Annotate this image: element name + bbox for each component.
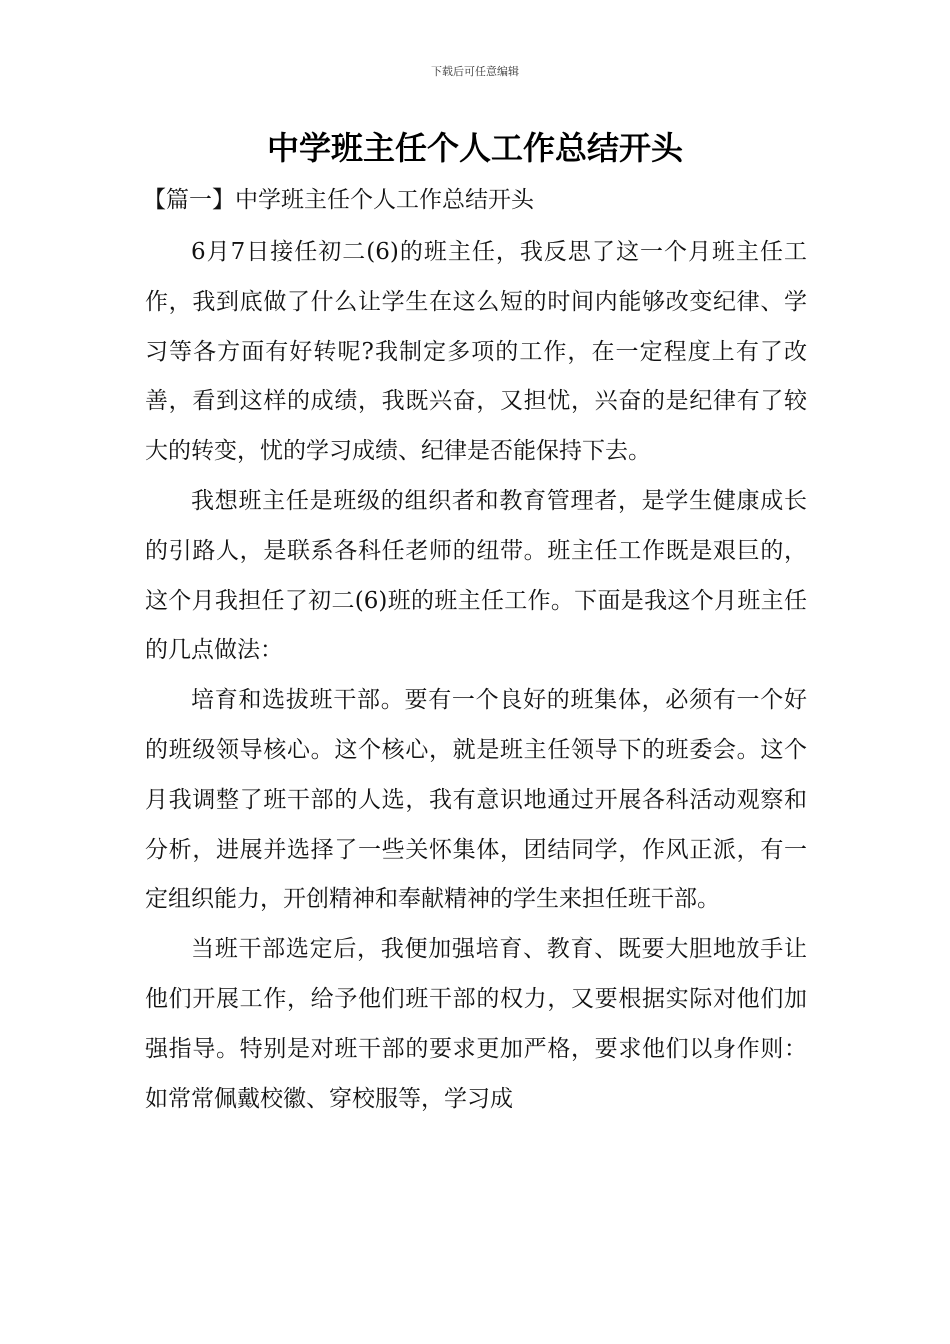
document-title: 中学班主任个人工作总结开头: [266, 129, 683, 167]
section-heading: 【篇一】中学班主任个人工作总结开头: [143, 187, 534, 213]
paragraph-2: 我想班主任是班级的组织者和教育管理者，是学生健康成长的引路人，是联系各科任老师的纽带。班主任工作既是艰巨的，这个月我担任了初二(6)班的班主任工作。下面是我这个月班主任的几点做法：: [145, 487, 807, 664]
body-text: [145, 228, 807, 1124]
paragraph-1: 6月7日接任初二(6)的班主任，我反思了这一个月班主任工作，我到底做了什么让学生在这么短的时间内能够改变纪律、学习等各方面有好转呢?我制定多项的工作，在一定程度上有了改善，看到这样的成绩，我既兴奋，又担忧，兴奋的是纪律有了较大的转变，忧的学习成绩、纪律是否能保持下去。: [145, 239, 807, 465]
header-note: 下载后可任意编辑: [431, 65, 519, 78]
paragraph-4: 当班干部选定后，我便加强培育、教育、既要大胆地放手让他们开展工作，给予他们班干部的权力，又要根据实际对他们加强指导。特别是对班干部的要求更加严格，要求他们以身作则：如常常佩戴校徽、穿校服等，学习成: [145, 936, 807, 1112]
paragraph-3: 培育和选拔班干部。要有一个良好的班集体，必须有一个好的班级领导核心。这个核心，就是班主任领导下的班委会。这个月我调整了班干部的人选，我有意识地通过开展各科活动观察和分析，进展并选择了一些关怀集体，团结同学，作风正派，有一定组织能力，开创精神和奉献精神的学生来担任班干部。: [145, 687, 807, 913]
